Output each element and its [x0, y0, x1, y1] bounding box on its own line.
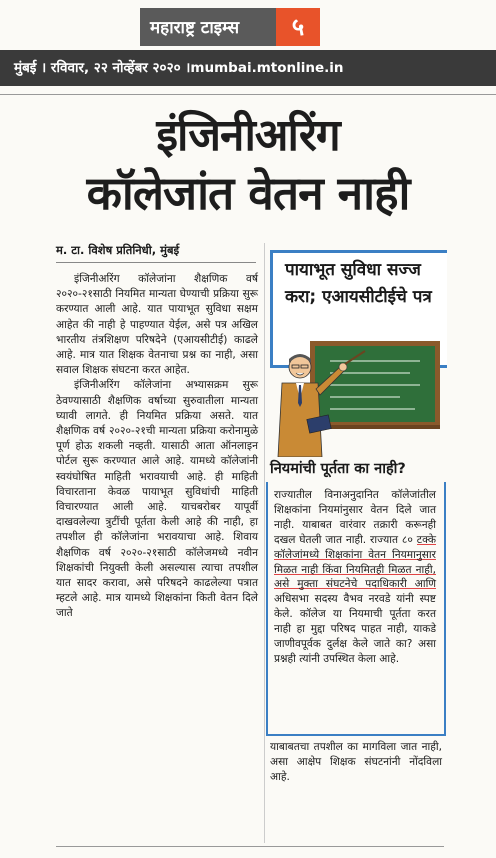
sidebar-headline: पायाभूत सुविधा सज्ज करा; एआयसीटीईचे पत्र: [285, 260, 432, 307]
section-subheading: नियमांची पूर्तता का नाही?: [270, 461, 406, 477]
headline-line-2: कॉलेजांत वेतन नाही: [86, 166, 410, 220]
highlight-box-text: [274, 488, 436, 667]
box-text-after: अधिसभा सदस्य वैभव नरवडे यांनी स्पष्ट केले. कॉलेज या नियमाची पूर्तता करत नाही हा मुद्दा परिषद पाहत नाही, याकडे जाणीवपूर्वक दुर्लक्ष केले जाते का? असा प्रश्नही त्यांनी उपस्थित केला आहे.: [274, 593, 436, 665]
byline-divider: [56, 262, 256, 263]
body-paragraph-1: इंजिनीअरिंग कॉलेजांना शैक्षणिक वर्ष २०२०-२१साठी नियमित मान्यता घेण्याची प्रक्रिया सुरू करण्यात आली आहे. यात पायाभूत सुविधा सक्षम आहेत की नाही हे पाहण्यात येईल, असे पत्र अखिल भारतीय तंत्रशिक्षण परिषदेने (एआयसीटीई) काढले आहे. मात्र यात शिक्षक वेतनाचा प्रश्न का नाही, असा सवाल शिक्षक संघटना करत आहेत.: [56, 273, 258, 377]
box-paragraph: [274, 488, 436, 667]
article-body: [56, 272, 258, 622]
headline-line-1: इंजिनीअरिंग: [156, 110, 340, 161]
masthead-brand: [140, 8, 320, 46]
dateline-bar: [0, 50, 496, 86]
article-headline: [0, 108, 496, 222]
dateline-text: मुंबई । रविवार, २२ नोव्हेंबर २०२० ।mumbai.mtonline.in: [14, 60, 344, 76]
chalkboard: [315, 346, 435, 422]
article-tail-paragraph: याबाबतचा तपशील का मागविला जात नाही, असा आक्षेप शिक्षक संघटनांनी नोंदविला आहे.: [270, 741, 442, 783]
page-number-badge: ५: [276, 8, 320, 46]
box-text-before: राज्यातील विनाअनुदानित कॉलेजांतील शिक्षकांना नियमांनुसार वेतन दिले जात नाही. याबाबत वारंवार तक्रारी करूनही दखल घेतली जात नाही. राज्यात ८०: [274, 489, 436, 546]
paper-name: महाराष्ट्र टाइम्स: [150, 18, 240, 38]
teacher-chalkboard-illustration: [270, 337, 442, 457]
masthead-divider: [0, 94, 496, 95]
column-divider: [264, 243, 265, 843]
box-text-underlined: टक्के कॉलेजांमध्ये शिक्षकांना वेतन नियमानुसार मिळत नाही किंवा नियमितही मिळत नाही, असे मुक्ता संघटनेचे पदाधिकारी आणि: [274, 533, 436, 591]
body-paragraph-2: इंजिनीअरिंग कॉलेजांना अभ्यासक्रम सुरू ठेवण्यासाठी शैक्षणिक वर्षाच्या सुरुवातीला मान्यता घ्यावी लागते. ही नियमित प्रक्रिया असते. यात शैक्षणिक वर्ष २०२०-२१ची मान्यता प्रक्रिया करोनामुळे पूर्ण होऊ शकली नव्हती. यासाठी आता ऑनलाइन पोर्टल सुरू करण्यात आले आहे. यामध्ये कॉलेजांनी स्वयंघोषित माहिती भरावयाची आहे. ही माहिती विचारताना केवळ पायाभूत सुविधांची माहिती विचारण्यात आली आहे. याचबरोबर यापूर्वी दाखवलेल्या त्रुटींची पूर्तता केली आहे की नाही, हा तपशील ही कॉलेजांना भरावयाचा आहे. शिवाय शैक्षणिक वर्ष २०२०-२१साठी कॉलेजमध्ये नवीन शिक्षकांची नियुक्ती केली असल्यास त्याचा तपशील यात सादर करावा, असे परिषदने काढलेल्या पत्रात म्हटले आहे. मात्र यामध्ये शिक्षकांना किती वेतन दिले जाते: [56, 379, 258, 620]
byline: म. टा. विशेष प्रतिनिधी, मुंबई: [56, 243, 180, 257]
bottom-divider: [56, 846, 444, 847]
